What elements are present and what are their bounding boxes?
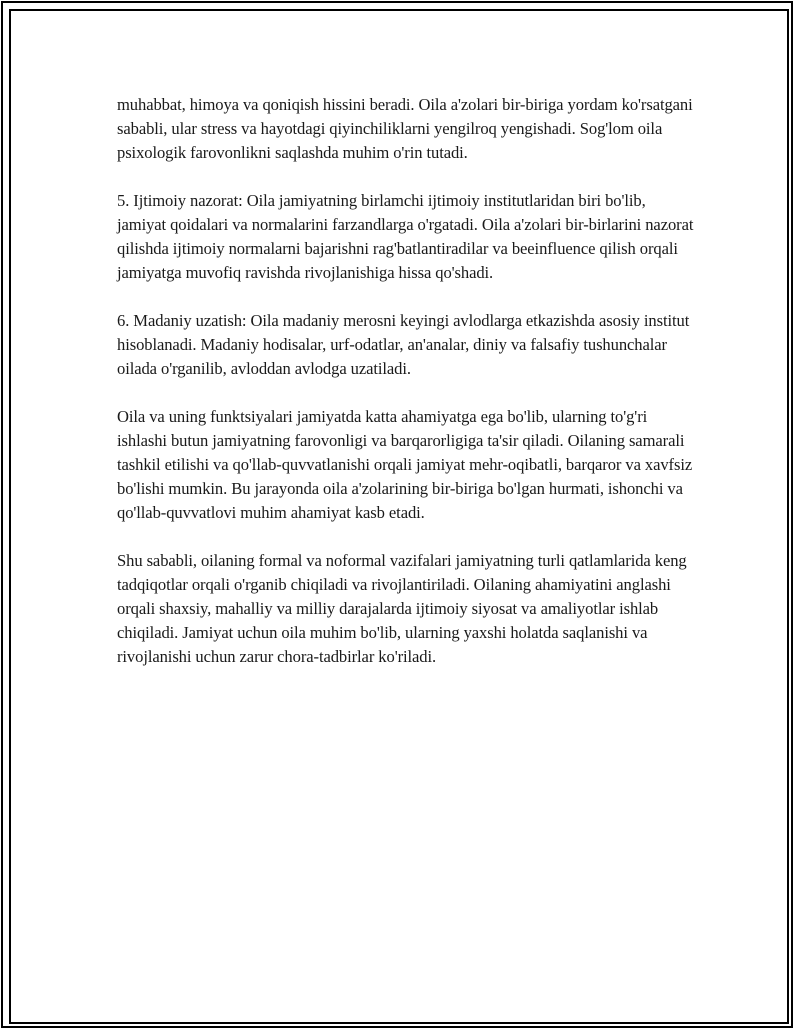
paragraph-social-control: 5. Ijtimoiy nazorat: Oila jamiyatning birlamchi ijtimoiy institutlaridan biri bo'lib, jamiyat qoidalari va normalarini farzandlarga o'rgatadi. Oila a'zolari bir-birlarini nazorat qilishda ijtimoiy normalarni bajarishni rag'batlantiradilar va beeinfluence qilish orqali jamiyatga muvofiq ravishda rivojlanishiga hissa qo'shadi. xyxy=(117,191,694,282)
paragraph-family-importance: Oila va uning funktsiyalari jamiyatda katta ahamiyatga ega bo'lib, ularning to'g'ri ishlashi butun jamiyatning farovonligi va barqarorligiga ta'sir qiladi. Oilaning samarali tashkil etilishi va qo'llab-quvvatlanishi orqali jamiyat mehr-oqibatli, barqaror va xavfsiz bo'lishi mumkin. Bu jarayonda oila a'zolarining bir-biriga bo'lgan hurmati, ishonchi va qo'llab-quvvatlovi muhim ahamiyat kasb etadi. xyxy=(117,407,693,522)
paragraph-conclusion: Shu sababli, oilaning formal va noformal vazifalari jamiyatning turli qatlamlarida keng tadqiqotlar orqali o'rganib chiqiladi va rivojlantiriladi. Oilaning ahamiyatini anglashi orqali shaxsiy, mahalliy va milliy darajalarda ijtimoiy siyosat va amaliyotlar ishlab chiqiladi. Jamiyat uchun oila muhim bo'lib, ularning yaxshi holatda saqlanishi va rivojlanishi uchun zarur chora-tadbirlar ko'riladi. xyxy=(117,551,687,666)
paragraph-psychological-support: muhabbat, himoya va qoniqish hissini beradi. Oila a'zolari bir-biriga yordam ko'rsatgani sababli, ular stress va hayotdagi qiyinchiliklarni yengilroq yengishadi. Sog'lom oila psixologik farovonlikni saqlashda muhim o'rin tutadi. xyxy=(117,95,693,162)
paragraph-cultural-transmission: 6. Madaniy uzatish: Oila madaniy merosni keyingi avlodlarga etkazishda asosiy institut hisoblanadi. Madaniy hodisalar, urf-odatlar, an'analar, diniy va falsafiy tushunchalar oilada o'rganilib, avloddan avlodga uzatiladi. xyxy=(117,311,690,378)
document-body xyxy=(117,93,697,693)
